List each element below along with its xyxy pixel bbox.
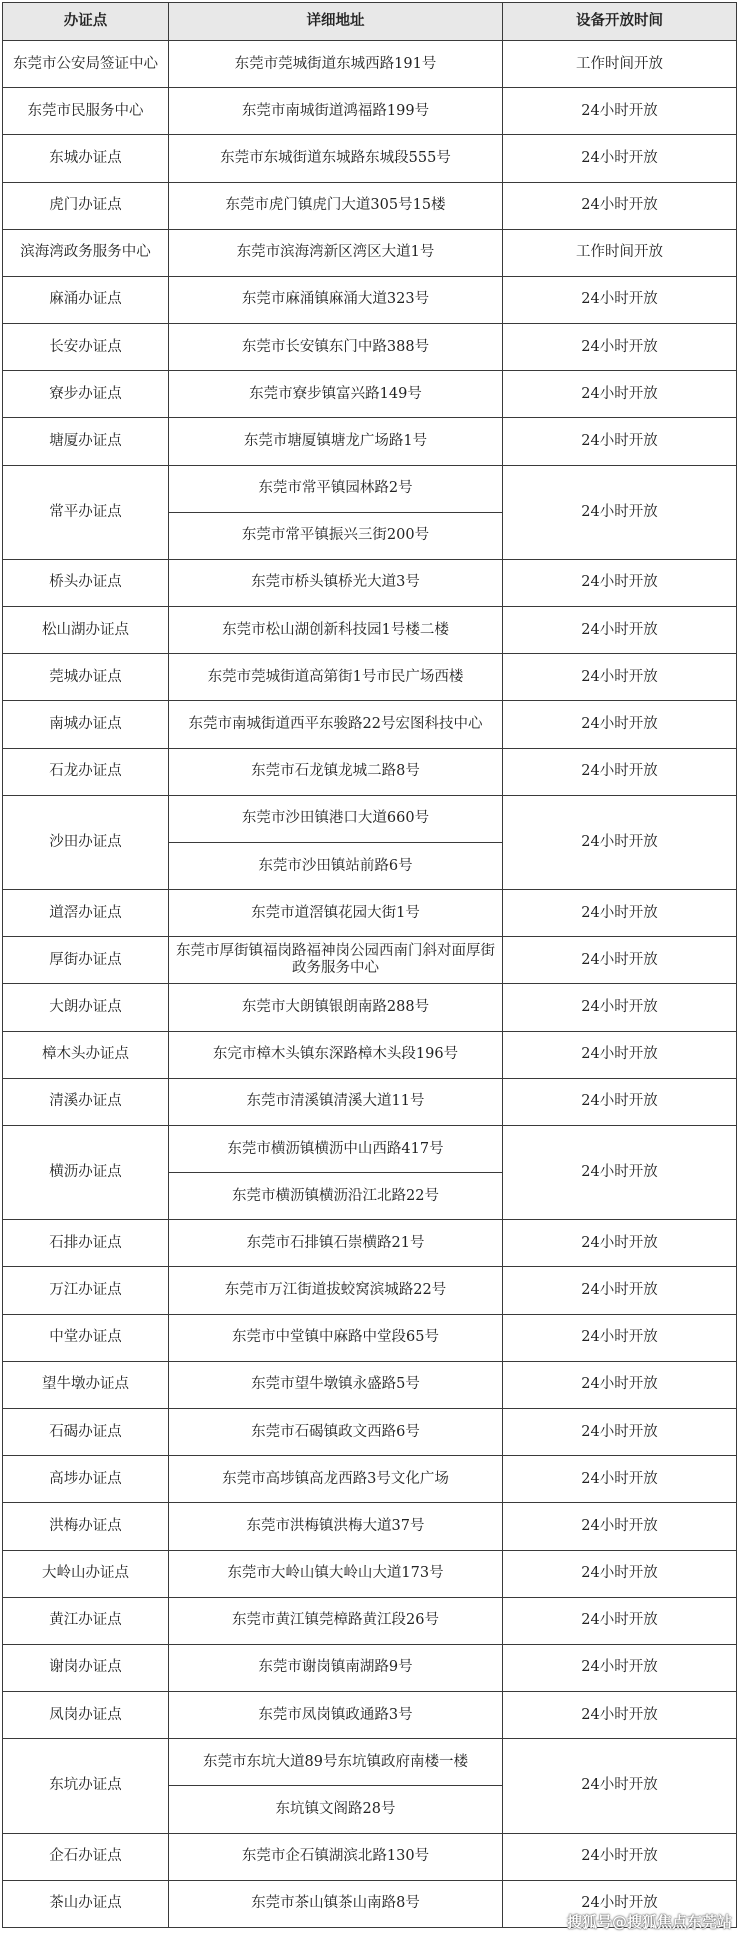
office-name-cell: 沙田办证点 xyxy=(3,795,169,889)
open-hours-cell: 24小时开放 xyxy=(503,654,737,701)
open-hours-cell: 24小时开放 xyxy=(503,607,737,654)
table-row xyxy=(3,1125,737,1172)
address-cell: 东莞市望牛墩镇永盛路5号 xyxy=(169,1361,503,1408)
office-name-cell: 麻涌办证点 xyxy=(3,276,169,323)
open-hours-cell: 24小时开放 xyxy=(503,795,737,889)
address-cell: 东完市樟木头镇东深路樟木头段196号 xyxy=(169,1031,503,1078)
address-cell: 东莞市常平镇振兴三街200号 xyxy=(169,512,503,559)
office-name-cell: 高埗办证点 xyxy=(3,1456,169,1503)
table-row xyxy=(3,701,737,748)
table-row xyxy=(3,324,737,371)
office-name-cell: 莞城办证点 xyxy=(3,654,169,701)
office-name-cell: 横沥办证点 xyxy=(3,1125,169,1219)
table-row xyxy=(3,1833,737,1880)
table-row xyxy=(3,1456,737,1503)
office-name-cell: 桥头办证点 xyxy=(3,559,169,606)
table-row xyxy=(3,1314,737,1361)
address-cell: 东莞市沙田镇站前路6号 xyxy=(169,842,503,889)
open-hours-cell: 24小时开放 xyxy=(503,1692,737,1739)
address-cell: 东莞市东坑大道89号东坑镇政府南楼一楼 xyxy=(169,1739,503,1786)
table-row xyxy=(3,88,737,135)
open-hours-cell: 24小时开放 xyxy=(503,701,737,748)
open-hours-cell: 24小时开放 xyxy=(503,88,737,135)
address-cell: 东莞市东城街道东城路东城段555号 xyxy=(169,135,503,182)
table-row xyxy=(3,748,737,795)
table-row xyxy=(3,182,737,229)
table-row xyxy=(3,418,737,465)
address-cell: 东莞市桥头镇桥光大道3号 xyxy=(169,559,503,606)
address-cell: 东莞市石排镇石崇横路21号 xyxy=(169,1220,503,1267)
open-hours-cell: 24小时开放 xyxy=(503,1408,737,1455)
open-hours-cell: 24小时开放 xyxy=(503,1550,737,1597)
address-cell: 东莞市虎门镇虎门大道305号15楼 xyxy=(169,182,503,229)
office-name-cell: 大岭山办证点 xyxy=(3,1550,169,1597)
table-row xyxy=(3,607,737,654)
office-name-cell: 石龙办证点 xyxy=(3,748,169,795)
address-cell: 东莞市沙田镇港口大道660号 xyxy=(169,795,503,842)
address-cell: 东莞市万江街道拔蛟窝滨城路22号 xyxy=(169,1267,503,1314)
open-hours-cell: 24小时开放 xyxy=(503,1833,737,1880)
table-row xyxy=(3,1361,737,1408)
table-row xyxy=(3,135,737,182)
table-row xyxy=(3,937,737,984)
address-cell: 东莞市莞城街道高第街1号市民广场西楼 xyxy=(169,654,503,701)
address-cell: 东莞市大朗镇银朗南路288号 xyxy=(169,984,503,1031)
open-hours-cell: 24小时开放 xyxy=(503,1503,737,1550)
table-row xyxy=(3,795,737,842)
table-row xyxy=(3,1220,737,1267)
office-table xyxy=(2,2,737,1928)
office-name-cell: 松山湖办证点 xyxy=(3,607,169,654)
office-name-cell: 凤岗办证点 xyxy=(3,1692,169,1739)
office-name-cell: 企石办证点 xyxy=(3,1833,169,1880)
address-cell: 东莞市横沥镇横沥中山西路417号 xyxy=(169,1125,503,1172)
table-row xyxy=(3,984,737,1031)
table-row xyxy=(3,465,737,512)
office-name-cell: 虎门办证点 xyxy=(3,182,169,229)
office-name-cell: 樟木头办证点 xyxy=(3,1031,169,1078)
open-hours-cell: 工作时间开放 xyxy=(503,229,737,276)
address-cell: 东莞市洪梅镇洪梅大道37号 xyxy=(169,1503,503,1550)
open-hours-cell: 24小时开放 xyxy=(503,371,737,418)
address-cell: 东莞市寮步镇富兴路149号 xyxy=(169,371,503,418)
open-hours-cell: 24小时开放 xyxy=(503,1078,737,1125)
office-name-cell: 东坑办证点 xyxy=(3,1739,169,1833)
office-name-cell: 东莞市公安局签证中心 xyxy=(3,41,169,88)
office-name-cell: 万江办证点 xyxy=(3,1267,169,1314)
header-name: 办证点 xyxy=(3,3,169,41)
table-row xyxy=(3,1692,737,1739)
office-name-cell: 清溪办证点 xyxy=(3,1078,169,1125)
office-name-cell: 常平办证点 xyxy=(3,465,169,559)
table-row xyxy=(3,1550,737,1597)
office-name-cell: 东城办证点 xyxy=(3,135,169,182)
open-hours-cell: 24小时开放 xyxy=(503,748,737,795)
open-hours-cell: 24小时开放 xyxy=(503,324,737,371)
address-cell: 东莞市凤岗镇政通路3号 xyxy=(169,1692,503,1739)
office-name-cell: 黄江办证点 xyxy=(3,1597,169,1644)
address-cell: 东莞市石碣镇政文西路6号 xyxy=(169,1408,503,1455)
open-hours-cell: 工作时间开放 xyxy=(503,41,737,88)
office-name-cell: 道滘办证点 xyxy=(3,890,169,937)
address-cell: 东莞市塘厦镇塘龙广场路1号 xyxy=(169,418,503,465)
header-row xyxy=(3,3,737,41)
open-hours-cell: 24小时开放 xyxy=(503,1739,737,1833)
table-row xyxy=(3,654,737,701)
address-cell: 东莞市长安镇东门中路388号 xyxy=(169,324,503,371)
table-row xyxy=(3,1503,737,1550)
address-cell: 东莞市企石镇湖滨北路130号 xyxy=(169,1833,503,1880)
office-name-cell: 滨海湾政务服务中心 xyxy=(3,229,169,276)
header-hours: 设备开放时间 xyxy=(503,3,737,41)
office-name-cell: 洪梅办证点 xyxy=(3,1503,169,1550)
table-row xyxy=(3,276,737,323)
address-cell: 东莞市大岭山镇大岭山大道173号 xyxy=(169,1550,503,1597)
open-hours-cell: 24小时开放 xyxy=(503,465,737,559)
office-name-cell: 厚街办证点 xyxy=(3,937,169,984)
address-cell: 东莞市常平镇园林路2号 xyxy=(169,465,503,512)
address-cell: 东莞市莞城街道东城西路191号 xyxy=(169,41,503,88)
open-hours-cell: 24小时开放 xyxy=(503,984,737,1031)
address-cell: 东坑镇文阁路28号 xyxy=(169,1786,503,1833)
table-row xyxy=(3,1644,737,1691)
office-name-cell: 石排办证点 xyxy=(3,1220,169,1267)
office-name-cell: 谢岗办证点 xyxy=(3,1644,169,1691)
table-row xyxy=(3,1267,737,1314)
table-row xyxy=(3,890,737,937)
open-hours-cell: 24小时开放 xyxy=(503,418,737,465)
table-row xyxy=(3,1739,737,1786)
office-name-cell: 茶山办证点 xyxy=(3,1880,169,1927)
open-hours-cell: 24小时开放 xyxy=(503,937,737,984)
table-row xyxy=(3,1078,737,1125)
address-cell: 东莞市清溪镇清溪大道11号 xyxy=(169,1078,503,1125)
office-name-cell: 大朗办证点 xyxy=(3,984,169,1031)
open-hours-cell: 24小时开放 xyxy=(503,1267,737,1314)
open-hours-cell: 24小时开放 xyxy=(503,135,737,182)
address-cell: 东莞市松山湖创新科技园1号楼二楼 xyxy=(169,607,503,654)
table-row xyxy=(3,371,737,418)
office-name-cell: 塘厦办证点 xyxy=(3,418,169,465)
table-body xyxy=(3,41,737,1928)
address-cell: 东莞市麻涌镇麻涌大道323号 xyxy=(169,276,503,323)
table-row xyxy=(3,1031,737,1078)
address-cell: 东莞市滨海湾新区湾区大道1号 xyxy=(169,229,503,276)
open-hours-cell: 24小时开放 xyxy=(503,1125,737,1219)
open-hours-cell: 24小时开放 xyxy=(503,1597,737,1644)
office-name-cell: 东莞市民服务中心 xyxy=(3,88,169,135)
table-row xyxy=(3,1597,737,1644)
open-hours-cell: 24小时开放 xyxy=(503,559,737,606)
open-hours-cell: 24小时开放 xyxy=(503,890,737,937)
office-name-cell: 望牛墩办证点 xyxy=(3,1361,169,1408)
office-name-cell: 寮步办证点 xyxy=(3,371,169,418)
header-address: 详细地址 xyxy=(169,3,503,41)
open-hours-cell: 24小时开放 xyxy=(503,1031,737,1078)
address-cell: 东莞市横沥镇横沥沿江北路22号 xyxy=(169,1173,503,1220)
address-cell: 东莞市高埗镇高龙西路3号文化广场 xyxy=(169,1456,503,1503)
address-cell: 东莞市南城街道鸿福路199号 xyxy=(169,88,503,135)
office-name-cell: 石碣办证点 xyxy=(3,1408,169,1455)
open-hours-cell: 24小时开放 xyxy=(503,1644,737,1691)
table-row xyxy=(3,1408,737,1455)
address-cell: 东莞市黄江镇莞樟路黄江段26号 xyxy=(169,1597,503,1644)
office-name-cell: 中堂办证点 xyxy=(3,1314,169,1361)
table-row xyxy=(3,559,737,606)
address-cell: 东莞市道滘镇花园大街1号 xyxy=(169,890,503,937)
table-row xyxy=(3,229,737,276)
open-hours-cell: 24小时开放 xyxy=(503,1361,737,1408)
open-hours-cell: 24小时开放 xyxy=(503,276,737,323)
open-hours-cell: 24小时开放 xyxy=(503,1220,737,1267)
address-cell: 东莞市中堂镇中麻路中堂段65号 xyxy=(169,1314,503,1361)
open-hours-cell: 24小时开放 xyxy=(503,1314,737,1361)
open-hours-cell: 24小时开放 xyxy=(503,1880,737,1927)
office-name-cell: 长安办证点 xyxy=(3,324,169,371)
address-cell: 东莞市茶山镇茶山南路8号 xyxy=(169,1880,503,1927)
address-cell: 东莞市南城街道西平东骏路22号宏图科技中心 xyxy=(169,701,503,748)
open-hours-cell: 24小时开放 xyxy=(503,182,737,229)
address-cell: 东莞市谢岗镇南湖路9号 xyxy=(169,1644,503,1691)
address-cell: 东莞市厚街镇福岗路福神岗公园西南门斜对面厚街政务服务中心 xyxy=(169,937,503,984)
office-name-cell: 南城办证点 xyxy=(3,701,169,748)
watermark: 搜狐号@搜狐焦点东莞站 xyxy=(566,1913,732,1931)
address-cell: 东莞市石龙镇龙城二路8号 xyxy=(169,748,503,795)
table-row xyxy=(3,41,737,88)
open-hours-cell: 24小时开放 xyxy=(503,1456,737,1503)
